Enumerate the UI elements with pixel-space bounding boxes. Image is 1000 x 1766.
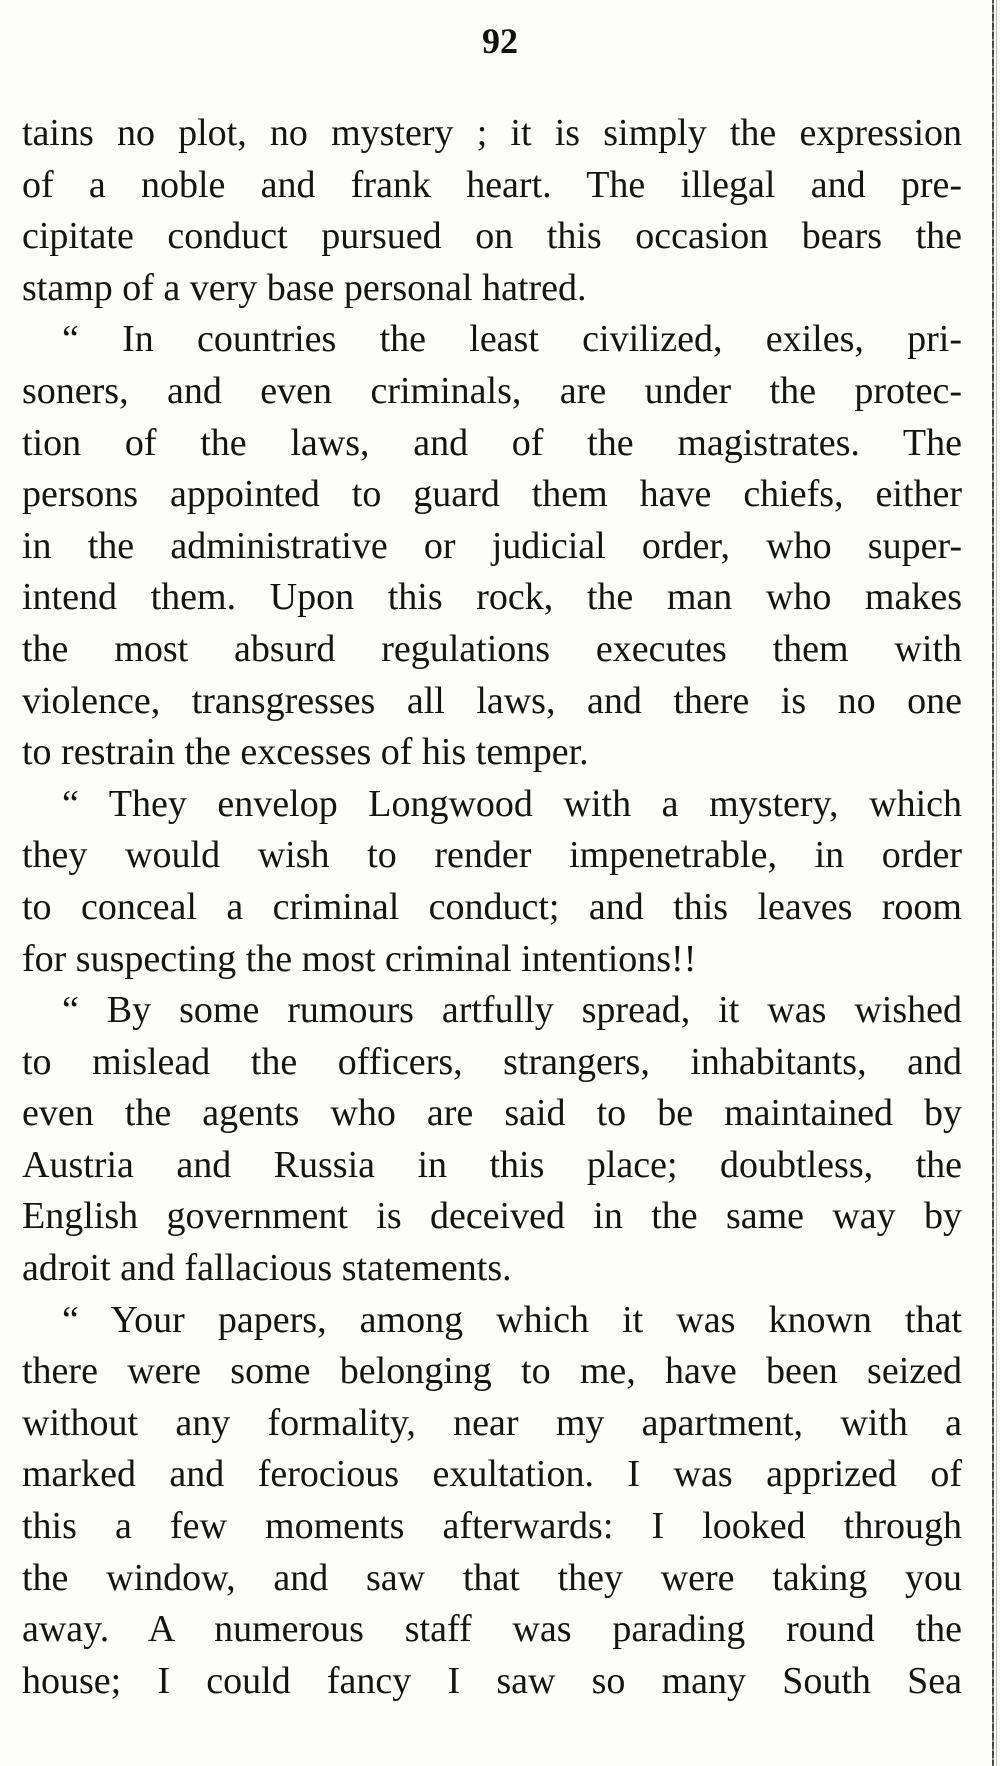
text-line: of a noble and frank heart. The illegal and pre- [22,163,962,206]
text-line: stamp of a very base personal hatred. [22,266,587,309]
text-line: even the agents who are said to be maintained by [22,1092,962,1135]
text-line: tains no plot, no mystery ; it is simply the expression [22,112,962,154]
text-line: cipitate conduct pursued on this occasion bears the [22,215,962,258]
text-line: soners, and even criminals, are under the protec- [22,369,962,412]
text-line: away. A numerous staff was parading round the [22,1608,962,1651]
text-line: persons appointed to guard them have chiefs, either [22,473,962,516]
text-line: to restrain the excesses of his temper. [22,731,589,774]
text-line: this a few moments afterwards: I looked through [22,1505,962,1548]
text-line: to mislead the officers, strangers, inhabitants, and [22,1040,962,1083]
text-line: adroit and fallacious statements. [22,1247,512,1290]
text-line: there were some belonging to me, have been seized [22,1350,962,1393]
text-line: “ In countries the least civilized, exiles, pri- [62,318,962,361]
text-line: intend them. Upon this rock, the man who makes [22,576,962,619]
text-line: in the administrative or judicial order, who super- [22,524,962,567]
text-line: English government is deceived in the same way by [22,1195,962,1238]
text-line: without any formality, near my apartment, with a [22,1401,962,1444]
text-line: they would wish to render impenetrable, in order [22,834,962,877]
page-edge [992,0,994,1766]
page-edge-shadow [996,0,997,1766]
text-line: the window, and saw that they were taking you [22,1556,962,1599]
text-line: for suspecting the most criminal intentions!! [22,937,697,980]
text-line: the most absurd regulations executes them with [22,627,962,670]
text-line: “ By some rumours artfully spread, it was wished [62,989,962,1032]
text-line: house; I could fancy I saw so many South Sea [22,1659,962,1702]
page-number: 92 [482,21,518,61]
text-line: tion of the laws, and of the magistrates. The [22,421,962,464]
text-line: Austria and Russia in this place; doubtless, the [22,1143,962,1186]
text-line: “ Your papers, among which it was known that [62,1298,962,1341]
text-line: to conceal a criminal conduct; and this leaves room [22,885,962,928]
body-text [22,108,962,1707]
text-line: “ They envelop Longwood with a mystery, which [62,782,962,825]
text-line: violence, transgresses all laws, and there is no one [22,679,962,722]
text-line: marked and ferocious exultation. I was apprized of [22,1453,962,1496]
